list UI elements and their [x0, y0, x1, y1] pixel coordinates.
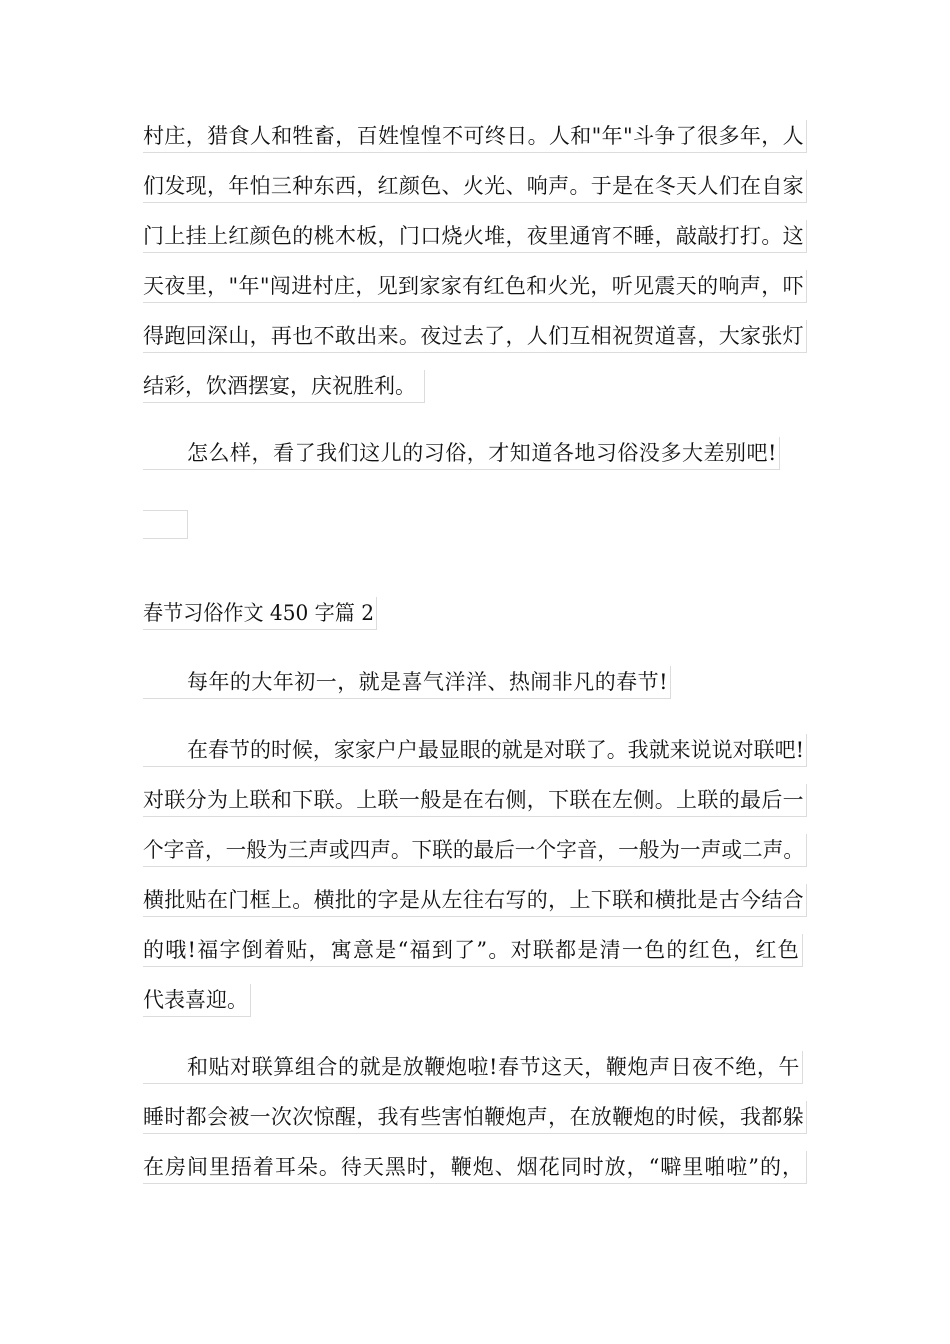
line-text: 们发现，年怕三种东西，红颜色、火光、响声。于是在冬天人们在自家: [143, 174, 804, 198]
line-text: 横批贴在门框上。横批的字是从左往右写的，上下联和横批是古今结合: [143, 888, 804, 912]
text-line: [143, 784, 807, 817]
text-line: [143, 170, 807, 203]
text-line: [143, 1051, 803, 1084]
line-text: 结彩，饮酒摆宴，庆祝胜利。: [143, 374, 416, 398]
text-line: [143, 320, 807, 353]
line-text: 天夜里，"年"闯进村庄，见到家家有红色和火光，听见震天的响声，吓: [143, 274, 804, 298]
empty-text-box: [143, 510, 188, 539]
line-text: 在房间里捂着耳朵。待天黑时，鞭炮、烟花同时放，“噼里啪啦”的，: [143, 1155, 804, 1179]
text-line: [143, 884, 807, 917]
text-line: [143, 834, 807, 867]
heading-text: 春节习俗作文 450 字篇 2: [143, 601, 374, 625]
line-text: 在春节的时候，家家户户最显眼的就是对联了。我就来说说对联吧!: [187, 738, 804, 762]
line-text: 和贴对联算组合的就是放鞭炮啦!春节这天，鞭炮声日夜不绝，午: [187, 1055, 800, 1079]
line-text: 得跑回深山，再也不敢出来。夜过去了，人们互相祝贺道喜，大家张灯: [143, 324, 804, 348]
text-line: [143, 984, 251, 1017]
text-line: [143, 934, 803, 967]
text-line: [143, 734, 807, 767]
line-text: 每年的大年初一，就是喜气洋洋、热闹非凡的春节!: [187, 670, 668, 694]
text-line: [143, 120, 807, 153]
text-line: [143, 666, 671, 699]
text-line: [143, 270, 807, 303]
text-line: [143, 437, 780, 470]
text-line: [143, 1151, 807, 1184]
section-heading: [143, 597, 377, 630]
line-text: 睡时都会被一次次惊醒，我有些害怕鞭炮声，在放鞭炮的时候，我都躲: [143, 1105, 804, 1129]
text-line: [143, 370, 425, 403]
line-text: 村庄，猎食人和牲畜，百姓惶惶不可终日。人和"年"斗争了很多年，人: [143, 124, 804, 148]
line-text: 门上挂上红颜色的桃木板，门口烧火堆，夜里通宵不睡，敲敲打打。这: [143, 224, 804, 248]
line-text: 个字音，一般为三声或四声。下联的最后一个字音，一般为一声或二声。: [143, 838, 804, 862]
line-text: 怎么样，看了我们这儿的习俗，才知道各地习俗没多大差别吧!: [187, 441, 777, 465]
line-text: 对联分为上联和下联。上联一般是在右侧，下联在左侧。上联的最后一: [143, 788, 804, 812]
line-text: 代表喜迎。: [143, 988, 248, 1012]
text-line: [143, 220, 807, 253]
line-text: 的哦!福字倒着贴，寓意是“福到了”。对联都是清一色的红色，红色: [143, 938, 800, 962]
text-line: [143, 1101, 807, 1134]
